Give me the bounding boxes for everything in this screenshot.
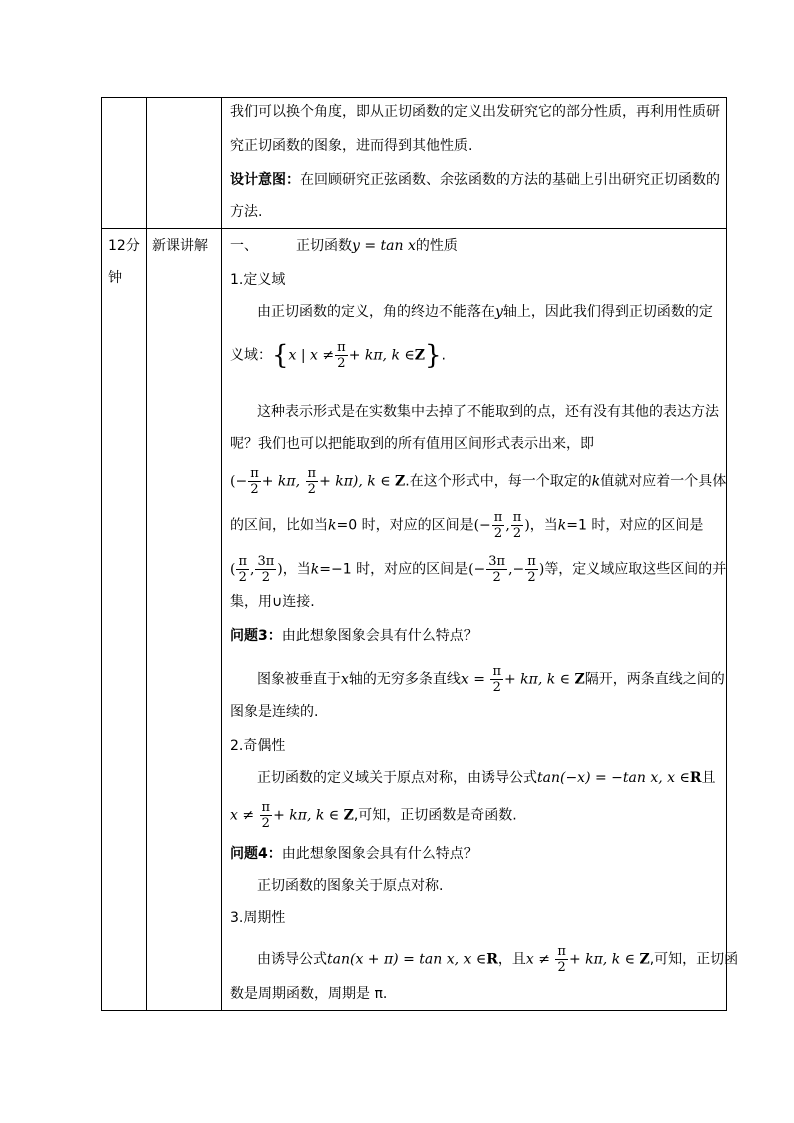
heading-text: 正切函数 [296,238,352,254]
s3-para1: 由诱导公式tan(x + π) = tan x, x ∈R，且x ≠ $\frac{\pi}{2}$ + kπ, k ∈ Z,可知，正切函 [257,944,739,975]
s3-para2: 数是周期函数，周期是 π. [230,986,388,1002]
question-4: 问题4：由此想象图象会具有什么特点？ [230,846,478,862]
column-divider-2 [221,97,222,1011]
row-divider [101,228,727,229]
s2-para1: 正切函数的定义域关于原点对称，由诱导公式tan(−x) = −tan x, x ∈R且 [257,770,716,786]
s1-interval-form: (− $\frac{\pi}{2}$ + kπ, $\frac{\pi}{2}$ + kπ), k ∈ Z.在这个形式中，每一个取定的k值就对应着一个具体 [230,466,727,497]
section-heading [230,236,458,256]
column-divider-1 [146,97,147,1011]
heading-number: 一、 [230,238,258,254]
question-4-answer: 正切函数的图象关于原点对称. [257,878,444,894]
s1-domain-set: 义域：{x | x ≠ $\frac{\pi}{2}$ + kπ, k ∈Z}. [230,340,446,371]
row1-line1: 我们可以换个角度，即从正切函数的定义出发研究它的部分性质，再利用性质研 [230,104,720,120]
s1-title: 1.定义域 [230,272,286,288]
s1-para3: 这种表示形式是在实数集中去掉了不能取到的点，还有没有其他的表达方法 [257,404,719,420]
phase-cell: 新课讲解 [152,238,208,254]
s1-para1: 由正切函数的定义，角的终边不能落在y轴上，因此我们得到正切函数的定 [257,304,713,320]
design-label: 设计意图： [230,172,300,188]
time-cell-line2: 钟 [108,270,122,286]
s1-para4: 呢？我们也可以把能取到的所有值用区间形式表示出来，即 [230,436,594,452]
heading-formula: y = tan x [352,238,416,254]
s2-para2: x ≠ $\frac{\pi}{2}$ + kπ, k ∈ Z,可知，正切函数是奇函数. [230,800,517,831]
s1-para8: 集，用∪连接. [230,594,315,610]
design-intent [230,170,720,190]
s1-para7: ( $\frac{\pi}{2}$ , $\frac{3\pi}{2}$ )，当k=−1 时，对应的区间是(− $\frac{3\pi}{2}$ ,− $\frac{\pi}{2}$ )等，定义域应取这些区间的并 [230,554,727,585]
design-text-cont: 方法. [230,204,263,220]
question-3-answer: 图象被垂直于x轴的无穷多条直线x = $\frac{\pi}{2}$ + kπ, k ∈ Z隔开，两条直线之间的 [257,664,725,695]
heading-tail: 的性质 [415,238,458,254]
s1-para6: 的区间，比如当k=0 时，对应的区间是(− $\frac{\pi}{2}$ , $\frac{\pi}{2}$ )，当k=1 时，对应的区间是 [230,510,704,541]
design-text: 在回顾研究正弦函数、余弦函数的方法的基础上引出研究正切函数的 [300,172,720,188]
row1-line2: 究正切函数的图象，进而得到其他性质. [230,138,473,154]
s2-title: 2.奇偶性 [230,738,286,754]
question-3-answer-cont: 图象是连续的. [230,704,319,720]
question-3: 问题3：由此想象图象会具有什么特点？ [230,628,478,644]
s3-title: 3.周期性 [230,910,286,926]
time-cell-line1: 12分 [108,238,140,254]
